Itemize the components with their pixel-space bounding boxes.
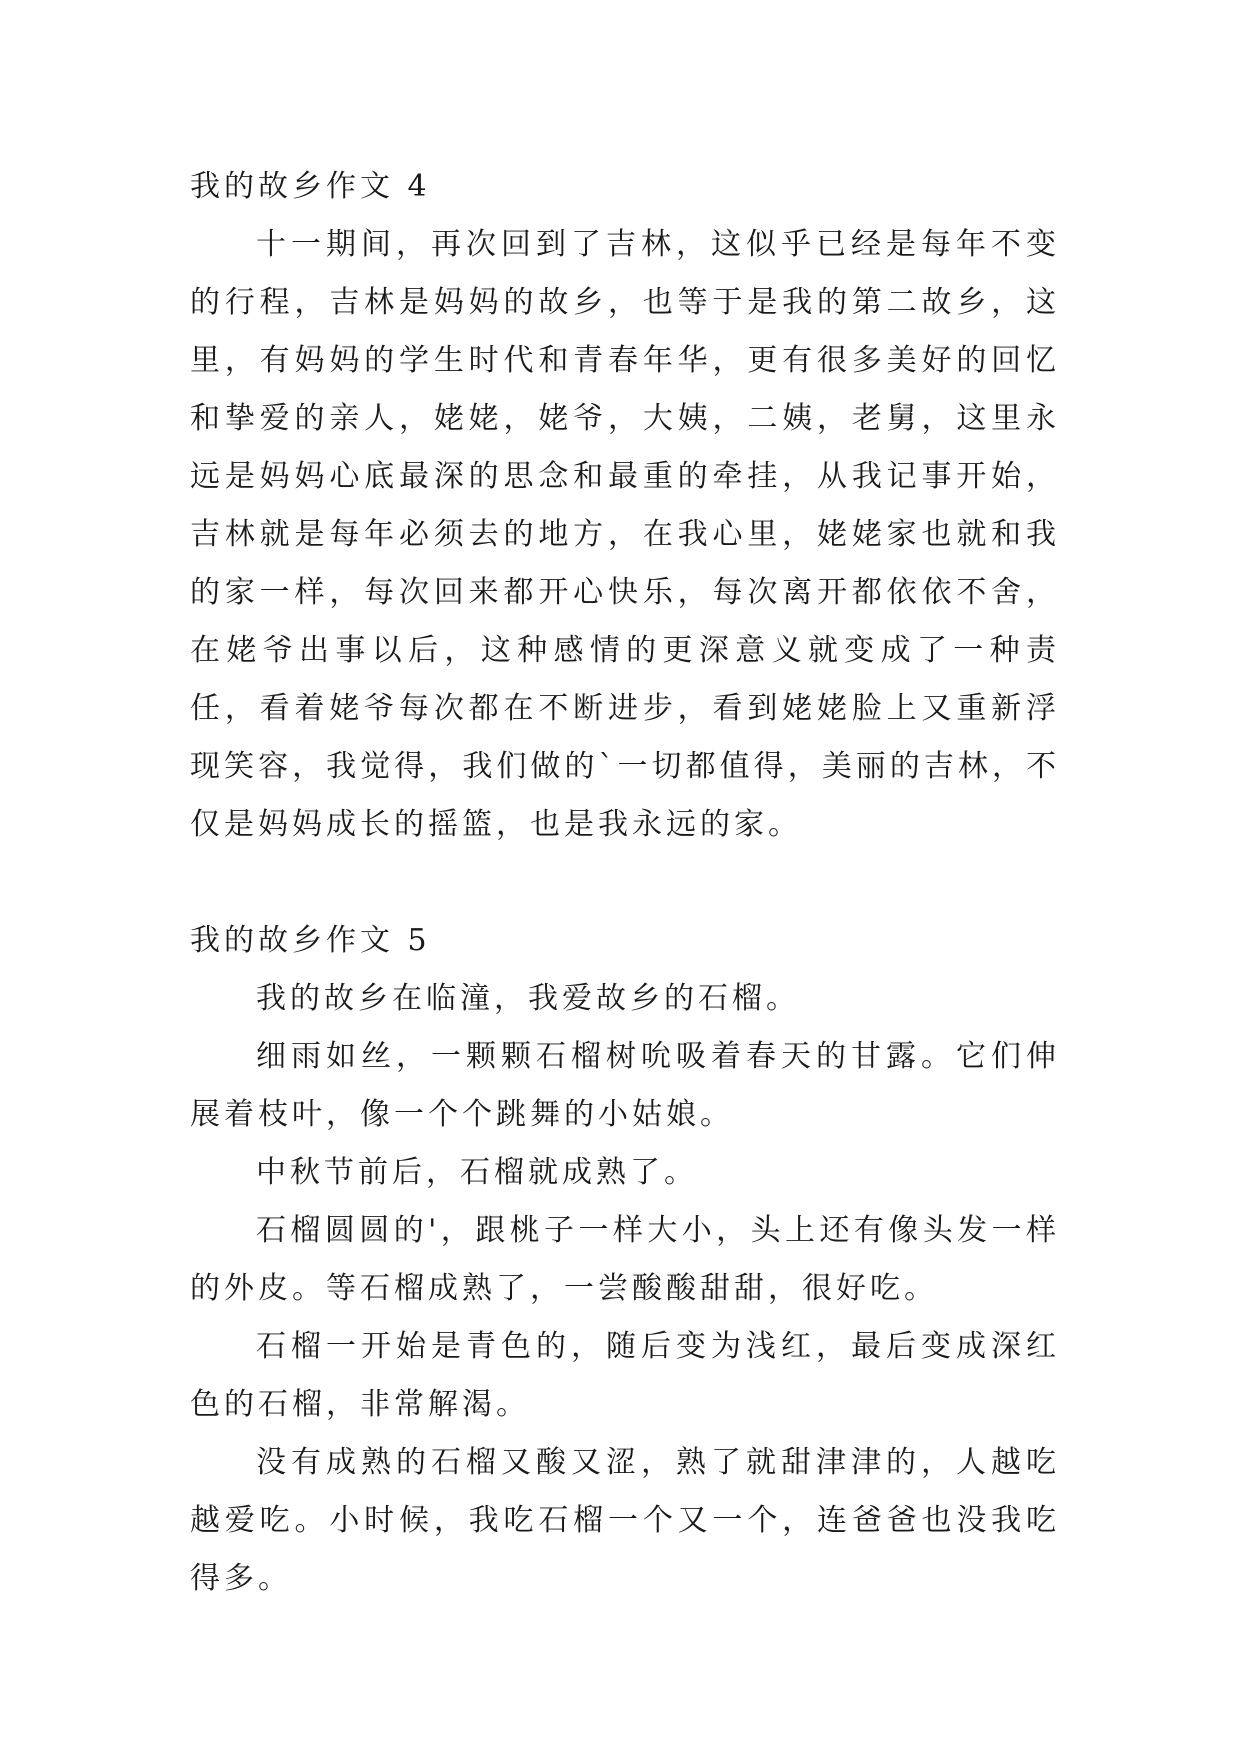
paragraph: 石榴圆圆的'，跟桃子一样大小，头上还有像头发一样的外皮。等石榴成熟了，一尝酸酸甜甜，很好吃。 <box>190 1213 1060 1306</box>
paragraph: 石榴一开始是青色的，随后变为浅红，最后变成深红色的石榴，非常解渴。 <box>190 1329 1060 1422</box>
paragraph: 中秋节前后，石榴就成熟了。 <box>256 1155 698 1190</box>
paragraph: 没有成熟的石榴又酸又涩，熟了就甜津津的，人越吃越爱吃。小时候，我吃石榴一个又一个，连爸爸也没我吃得多。 <box>190 1445 1060 1596</box>
document-body <box>190 158 1060 1608</box>
section-gap <box>190 854 1060 912</box>
section-title: 我的故乡作文 4 <box>190 169 431 204</box>
paragraph: 细雨如丝，一颗颗石榴树吮吸着春天的甘露。它们伸展着枝叶，像一个个跳舞的小姑娘。 <box>190 1039 1060 1132</box>
section-title: 我的故乡作文 5 <box>190 923 431 958</box>
paragraph: 我的故乡在临潼，我爱故乡的石榴。 <box>256 981 800 1016</box>
paragraph: 十一期间，再次回到了吉林，这似乎已经是每年不变的行程，吉林是妈妈的故乡，也等于是我的第二故乡，这里，有妈妈的学生时代和青春年华，更有很多美好的回忆和挚爱的亲人，姥姥，姥爷，大姨，二姨，老舅，这里永远是妈妈心底最深的思念和最重的牵挂，从我记事开始，吉林就是每年必须去的地方，在我心里，姥姥家也就和我的家一样，每次回来都开心快乐，每次离开都依依不舍，在姥爷出事以后，这种感情的更深意义就变成了一种责任，看着姥爷每次都在不断进步，看到姥姥脸上又重新浮现笑容，我觉得，我们做的`一切都值得，美丽的吉林，不仅是妈妈成长的摇篮，也是我永远的家。 <box>190 227 1060 842</box>
